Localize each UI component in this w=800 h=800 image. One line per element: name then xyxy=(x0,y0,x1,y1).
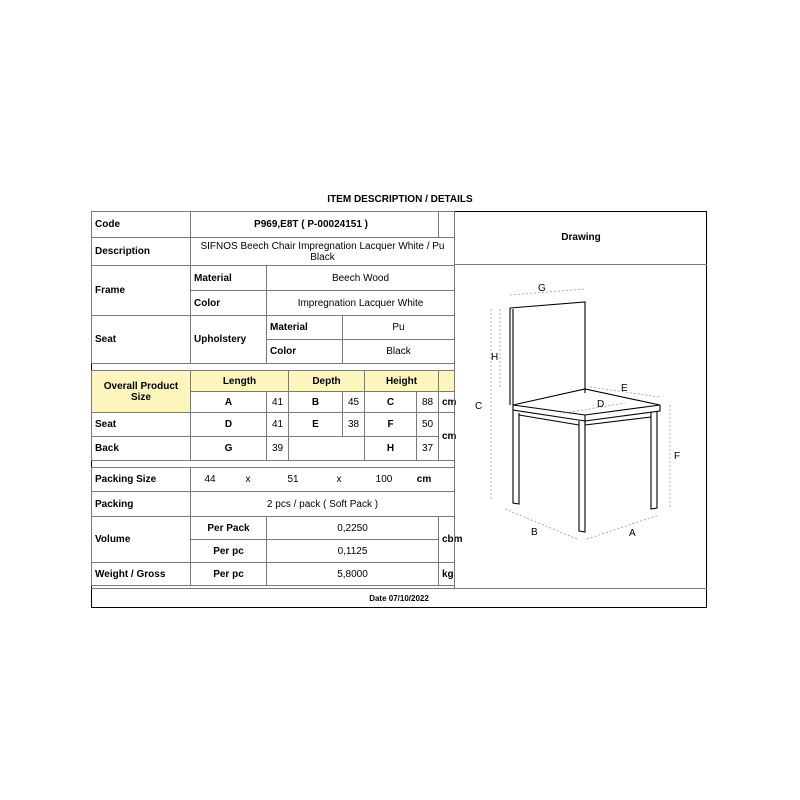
drawing-panel xyxy=(454,265,707,588)
dim-line-g xyxy=(510,289,585,295)
seat-dim-label: Seat xyxy=(92,413,191,437)
seat-dimensions-row xyxy=(92,413,455,437)
frame-material-label: Material xyxy=(191,266,267,291)
volume-per-pc-value: 0,1125 xyxy=(267,540,439,563)
packing-label: Packing xyxy=(92,492,191,517)
height-header: Height xyxy=(365,371,439,392)
label-c: C xyxy=(475,401,483,412)
chair-drawing xyxy=(455,265,706,588)
packing-row xyxy=(92,492,455,517)
seat-material-value: Pu xyxy=(343,316,455,340)
dim-c-label: C xyxy=(365,392,417,413)
leg-front-right xyxy=(651,411,657,509)
weight-unit: kg xyxy=(439,563,455,586)
depth-header: Depth xyxy=(289,371,365,392)
back-dim-label: Back xyxy=(92,437,191,461)
document-title: ITEM DESCRIPTION / DETAILS xyxy=(327,194,473,205)
frame-label: Frame xyxy=(92,266,191,316)
dim-line-b xyxy=(505,509,577,539)
label-h: H xyxy=(491,352,499,363)
packing-size-row xyxy=(92,468,455,492)
dim-d-label: D xyxy=(191,413,267,437)
dim-e-value: 38 xyxy=(343,413,365,437)
date-footer: Date 07/10/2022 xyxy=(91,588,707,608)
description-value: SIFNOS Beech Chair Impregnation Lacquer White / Pu Black xyxy=(191,238,455,266)
dim-h-value: 37 xyxy=(417,437,439,461)
packing-size-values xyxy=(191,469,454,491)
code-row xyxy=(92,212,455,238)
dim-g-value: 39 xyxy=(267,437,289,461)
code-value: P969,E8T ( P-00024151 ) xyxy=(191,212,439,238)
frame-color-label: Color xyxy=(191,291,267,316)
frame-material-value: Beech Wood xyxy=(267,266,455,291)
seat-spec-label: Seat xyxy=(92,316,191,364)
volume-per-pack-value: 0,2250 xyxy=(267,517,439,540)
weight-label: Weight / Gross xyxy=(92,563,191,586)
description-row xyxy=(92,238,455,266)
weight-value: 5,8000 xyxy=(267,563,439,586)
seat-upholstery-label: Upholstery xyxy=(191,316,267,364)
frame-material-row xyxy=(92,266,455,291)
leg-front-left xyxy=(579,421,585,532)
dim-a-value: 41 xyxy=(267,392,289,413)
volume-per-pack-label: Per Pack xyxy=(191,517,267,540)
overall-size-label: Overall Product Size xyxy=(92,371,191,413)
label-g: G xyxy=(538,283,546,294)
pack-length: 44 xyxy=(204,474,216,485)
dim-b-label: B xyxy=(289,392,343,413)
dim-c-value: 88 xyxy=(417,392,439,413)
spec-table xyxy=(91,211,463,586)
seat-material-label: Material xyxy=(267,316,343,340)
dim-e-label: E xyxy=(289,413,343,437)
pack-unit: cm xyxy=(416,474,432,485)
back-dimensions-row xyxy=(92,437,455,461)
pack-x2: x xyxy=(336,474,342,485)
pack-depth: 51 xyxy=(287,474,299,485)
pack-x1: x xyxy=(245,474,251,485)
packing-value: 2 pcs / pack ( Soft Pack ) xyxy=(191,492,455,517)
label-d: D xyxy=(597,399,605,410)
drawing-header: Drawing xyxy=(454,211,707,265)
dim-g-label: G xyxy=(191,437,267,461)
pack-height: 100 xyxy=(375,474,393,485)
code-label: Code xyxy=(92,212,191,238)
weight-per-pc-label: Per pc xyxy=(191,563,267,586)
dim-h-label: H xyxy=(365,437,417,461)
description-label: Description xyxy=(92,238,191,266)
rail-front xyxy=(585,417,651,425)
dim-f-label: F xyxy=(365,413,417,437)
volume-per-pack-row xyxy=(92,517,455,540)
leg-back-left xyxy=(513,410,519,504)
dim-d-value: 41 xyxy=(267,413,289,437)
dimension-header-row xyxy=(92,371,455,392)
dim-b-value: 45 xyxy=(343,392,365,413)
label-e: E xyxy=(621,383,628,394)
seat-top xyxy=(513,389,660,415)
packing-size-label: Packing Size xyxy=(92,468,191,492)
volume-unit: cbm xyxy=(439,517,455,563)
rail-side xyxy=(519,415,579,425)
volume-label: Volume xyxy=(92,517,191,563)
backrest-outline xyxy=(510,302,585,393)
label-b: B xyxy=(531,527,538,538)
seat-back-unit: cm xyxy=(439,413,455,461)
volume-per-pc-label: Per pc xyxy=(191,540,267,563)
length-header: Length xyxy=(191,371,289,392)
dim-f-value: 50 xyxy=(417,413,439,437)
seat-material-row xyxy=(92,316,455,340)
dim-line-a xyxy=(587,515,659,539)
label-a: A xyxy=(629,528,636,539)
dim-a-label: A xyxy=(191,392,267,413)
seat-color-value: Black xyxy=(343,340,455,364)
overall-unit: cm xyxy=(439,392,455,413)
weight-row xyxy=(92,563,455,586)
frame-color-value: Impregnation Lacquer White xyxy=(267,291,455,316)
dim-line-d xyxy=(565,403,625,413)
label-f: F xyxy=(674,451,681,462)
seat-color-label: Color xyxy=(267,340,343,364)
